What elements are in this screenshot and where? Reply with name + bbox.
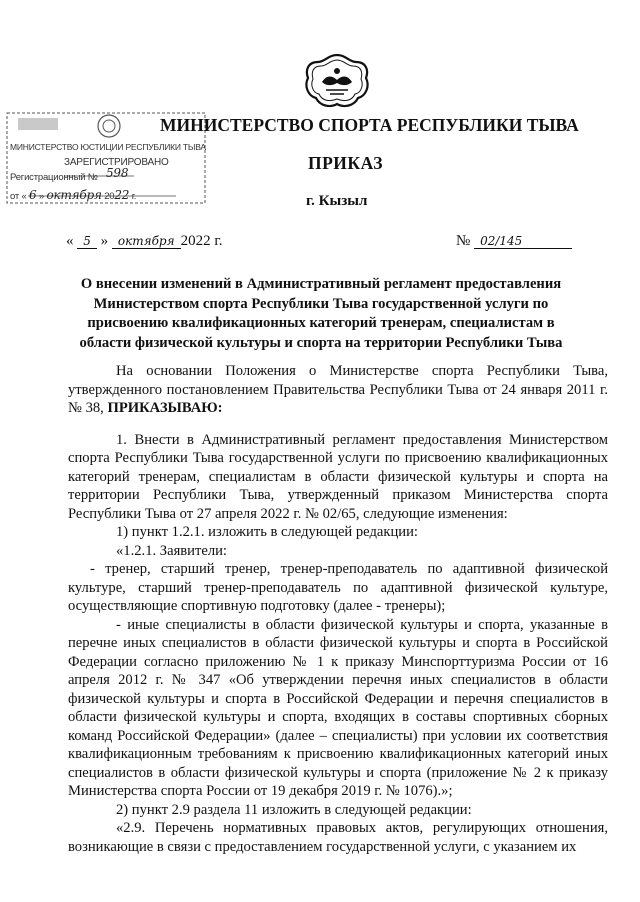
stamp-date-year: 22 — [114, 188, 130, 202]
order-date-day: 5 — [77, 234, 97, 249]
order-date-month: октября — [112, 234, 181, 249]
coat-of-arms-emblem — [302, 52, 372, 110]
paragraph-4: - тренер, старший тренер, тренер-преподаватель по адаптивной физической культуре, старший тренер-преподаватель по адаптивной физической культуре, осуществляющие спортивную подготовку (далее - тренеры); — [68, 561, 608, 614]
preamble-command: ПРИКАЗЫВАЮ: — [107, 400, 223, 416]
document-title: О внесении изменений в Административный регламент предоставления Министерством спорта Республики Тыва государственной услуги по присвоению квалификационных категорий тренерам, специалистам в области физической культуры и спорта на территории Республики Тыва — [79, 276, 563, 351]
stamp-org: МИНИСТЕРСТВО ЮСТИЦИИ РЕСПУБЛИКИ ТЫВА — [10, 142, 206, 152]
order-number — [456, 233, 572, 250]
stamp-reg-label: Регистрационный № — [10, 172, 98, 183]
paragraph-7: «2.9. Перечень нормативных правовых актов, регулирующих отношения, возникающие в связи с предоставлением государственной услуги, с указанием их — [68, 820, 608, 855]
paragraph-preamble — [68, 362, 608, 418]
paragraph-2: 1) пункт 1.2.1. изложить в следующей редакции: — [116, 524, 418, 540]
document-city: г. Кызыл — [306, 193, 368, 209]
paragraph-6: 2) пункт 2.9 раздела 11 изложить в следующей редакции: — [116, 801, 472, 818]
document-type: ПРИКАЗ — [308, 153, 384, 173]
order-number-value: 02/145 — [474, 234, 572, 249]
stamp-date-month: октября — [46, 188, 102, 202]
document-body — [68, 362, 608, 856]
stamp-date-suffix: г. — [131, 191, 137, 202]
order-number-label: № — [456, 233, 471, 249]
order-date-open: « — [66, 233, 74, 249]
order-date-year: 2022 г. — [180, 233, 223, 249]
preamble-text: На основании Положения о Министерстве спорта Республики Тыва, утвержденного постановлением Правительства Республики Тыва от 24 января 2011 г. № 38, — [68, 363, 608, 416]
stamp-status: ЗАРЕГИСТРИРОВАНО — [64, 157, 169, 168]
paragraph-5: - иные специалисты в области физической культуры и спорта, указанные в перечне иных специалистов в области физической культуры и спорта в Российской Федерации согласно приложению № 1 к приказу Минспорттуризма России от 16 апреля 2012 г. № 347 «Об утверждении перечня иных специалистов в области физической культуры и спорта в Российской Федерации и перечня специалистов в области физической культуры и спорта, входящих в составы спортивных сборных команд Российской Федерации» (далее – специалисты) при условии их соответствия квалификационным требованиям к присвоению квалификационных категорий иных специалистов в области физической культуры и спорта (приложение № 2 к приказу Министерства спорта России от 19 декабря 2019 г. № 1076).»; — [68, 616, 608, 799]
stamp-date-prefix: от « — [10, 191, 27, 202]
order-date — [66, 233, 223, 250]
stamp-date-mid: » — [38, 191, 44, 202]
stamp-date-year-prefix: 20 — [104, 191, 115, 202]
stamp-reg-number: 598 — [106, 166, 129, 180]
ministry-title: МИНИСТЕРСТВО СПОРТА РЕСПУБЛИКИ ТЫВА — [160, 115, 579, 135]
stamp-date — [10, 188, 136, 202]
paragraph-1: 1. Внести в Административный регламент предоставления Министерством спорта Республики Тыва государственной услуги по присвоению квалификационных категорий тренерам, специалистам в области физической культуры и спорта на территории Республики Тыва, утвержденный приказом Министерства спорта Республики Тыва от 27 апреля 2022 г. № 02/65, следующие изменения: — [68, 431, 608, 522]
order-date-close: » — [100, 233, 109, 249]
paragraph-3: «1.2.1. Заявители: — [116, 542, 227, 559]
stamp-date-day: 6 — [29, 188, 37, 202]
